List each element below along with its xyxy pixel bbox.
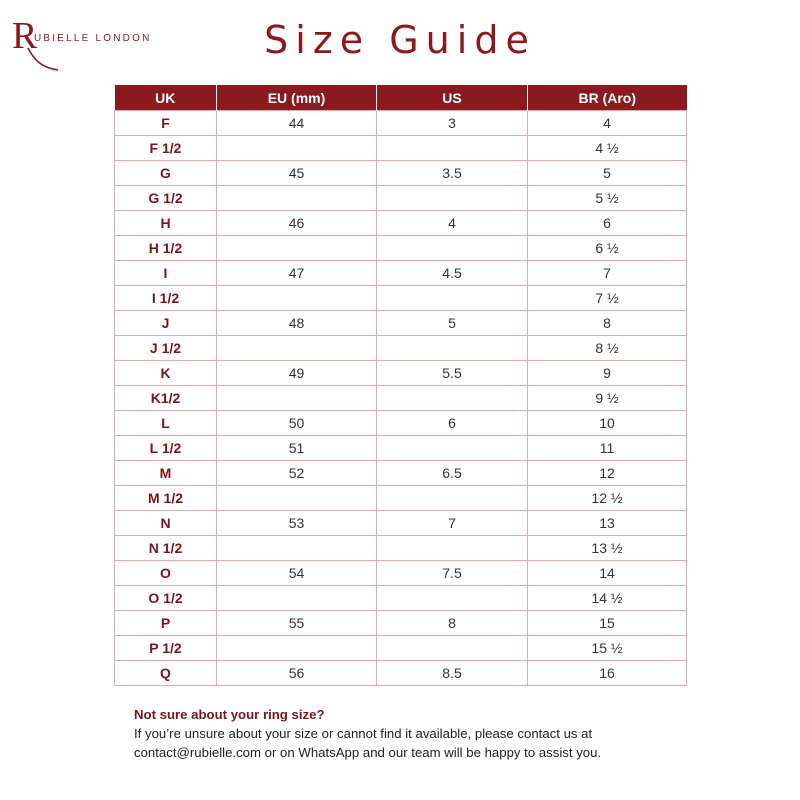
cell-eu: 49 (217, 361, 377, 386)
cell-us: 4 (377, 211, 528, 236)
table-row (115, 561, 687, 586)
page-title: Size Guide (264, 18, 536, 62)
cell-eu: 46 (217, 211, 377, 236)
table-row (115, 336, 687, 361)
cell-uk: P 1/2 (115, 636, 217, 661)
cell-us: 5 (377, 311, 528, 336)
cell-us (377, 636, 528, 661)
cell-us (377, 536, 528, 561)
table-row (115, 211, 687, 236)
cell-eu (217, 386, 377, 411)
table-row (115, 586, 687, 611)
logo-initial: R (12, 15, 38, 57)
cell-eu: 45 (217, 161, 377, 186)
cell-br: 15 (528, 611, 687, 636)
cell-br: 10 (528, 411, 687, 436)
table-row (115, 636, 687, 661)
cell-eu (217, 186, 377, 211)
cell-us (377, 236, 528, 261)
cell-uk: L (115, 411, 217, 436)
cell-uk: P (115, 611, 217, 636)
cell-br: 7 (528, 261, 687, 286)
cell-br: 12 ½ (528, 486, 687, 511)
cell-us (377, 586, 528, 611)
cell-br: 12 (528, 461, 687, 486)
cell-eu: 56 (217, 661, 377, 686)
cell-eu: 51 (217, 436, 377, 461)
cell-uk: O 1/2 (115, 586, 217, 611)
cell-uk: H 1/2 (115, 236, 217, 261)
cell-eu: 44 (217, 111, 377, 136)
cell-uk: N (115, 511, 217, 536)
cell-eu: 47 (217, 261, 377, 286)
table-row (115, 286, 687, 311)
cell-eu: 52 (217, 461, 377, 486)
table-row (115, 311, 687, 336)
cell-uk: I (115, 261, 217, 286)
cell-us: 6 (377, 411, 528, 436)
cell-br: 14 (528, 561, 687, 586)
cell-uk: I 1/2 (115, 286, 217, 311)
table-row (115, 611, 687, 636)
cell-us: 6.5 (377, 461, 528, 486)
cell-uk: G (115, 161, 217, 186)
note-body: If you’re unsure about your size or cannot find it available, please contact us at contact@rubielle.com or on WhatsApp and our team will be happy to assist you. (134, 726, 602, 760)
cell-us (377, 186, 528, 211)
cell-eu (217, 486, 377, 511)
cell-uk: K (115, 361, 217, 386)
table-row (115, 436, 687, 461)
cell-us: 5.5 (377, 361, 528, 386)
table-row (115, 186, 687, 211)
cell-br: 9 (528, 361, 687, 386)
cell-us: 4.5 (377, 261, 528, 286)
cell-eu (217, 636, 377, 661)
cell-br: 11 (528, 436, 687, 461)
size-table (114, 85, 687, 686)
cell-uk: J 1/2 (115, 336, 217, 361)
table-row (115, 361, 687, 386)
cell-us (377, 486, 528, 511)
table-header-row (115, 85, 687, 111)
cell-uk: H (115, 211, 217, 236)
cell-eu (217, 536, 377, 561)
cell-uk: L 1/2 (115, 436, 217, 461)
table-row (115, 486, 687, 511)
cell-eu: 48 (217, 311, 377, 336)
cell-br: 7 ½ (528, 286, 687, 311)
brand-name: UBIELLE LONDON (34, 33, 152, 44)
cell-us: 3 (377, 111, 528, 136)
cell-br: 5 (528, 161, 687, 186)
cell-uk: O (115, 561, 217, 586)
help-note (134, 705, 694, 762)
cell-eu (217, 586, 377, 611)
cell-uk: Q (115, 661, 217, 686)
table-row (115, 661, 687, 686)
header-uk: UK (115, 85, 217, 111)
cell-uk: G 1/2 (115, 186, 217, 211)
cell-us: 7 (377, 511, 528, 536)
cell-uk: N 1/2 (115, 536, 217, 561)
cell-uk: K1/2 (115, 386, 217, 411)
cell-us: 8 (377, 611, 528, 636)
header-eu: EU (mm) (217, 85, 377, 111)
cell-br: 5 ½ (528, 186, 687, 211)
cell-us: 3.5 (377, 161, 528, 186)
header-br: BR (Aro) (528, 85, 687, 111)
cell-eu: 54 (217, 561, 377, 586)
cell-us: 7.5 (377, 561, 528, 586)
cell-uk: M (115, 461, 217, 486)
table-row (115, 261, 687, 286)
table-row (115, 511, 687, 536)
cell-uk: J (115, 311, 217, 336)
cell-eu (217, 336, 377, 361)
header-us: US (377, 85, 528, 111)
cell-us (377, 336, 528, 361)
cell-us (377, 436, 528, 461)
cell-br: 16 (528, 661, 687, 686)
cell-us (377, 286, 528, 311)
cell-eu (217, 136, 377, 161)
cell-uk: M 1/2 (115, 486, 217, 511)
cell-eu: 50 (217, 411, 377, 436)
cell-eu: 55 (217, 611, 377, 636)
cell-us (377, 136, 528, 161)
table-body (115, 111, 687, 686)
table-row (115, 536, 687, 561)
table-row (115, 136, 687, 161)
cell-us (377, 386, 528, 411)
table-row (115, 461, 687, 486)
cell-br: 6 (528, 211, 687, 236)
cell-uk: F (115, 111, 217, 136)
cell-br: 4 ½ (528, 136, 687, 161)
cell-br: 6 ½ (528, 236, 687, 261)
cell-uk: F 1/2 (115, 136, 217, 161)
cell-br: 8 ½ (528, 336, 687, 361)
table-row (115, 111, 687, 136)
cell-br: 4 (528, 111, 687, 136)
cell-br: 13 (528, 511, 687, 536)
note-title: Not sure about your ring size? (134, 707, 325, 722)
cell-eu (217, 286, 377, 311)
cell-br: 14 ½ (528, 586, 687, 611)
table-row (115, 411, 687, 436)
cell-eu (217, 236, 377, 261)
cell-br: 8 (528, 311, 687, 336)
table-row (115, 236, 687, 261)
cell-br: 13 ½ (528, 536, 687, 561)
table-row (115, 386, 687, 411)
table-row (115, 161, 687, 186)
cell-br: 15 ½ (528, 636, 687, 661)
cell-br: 9 ½ (528, 386, 687, 411)
cell-us: 8.5 (377, 661, 528, 686)
cell-eu: 53 (217, 511, 377, 536)
